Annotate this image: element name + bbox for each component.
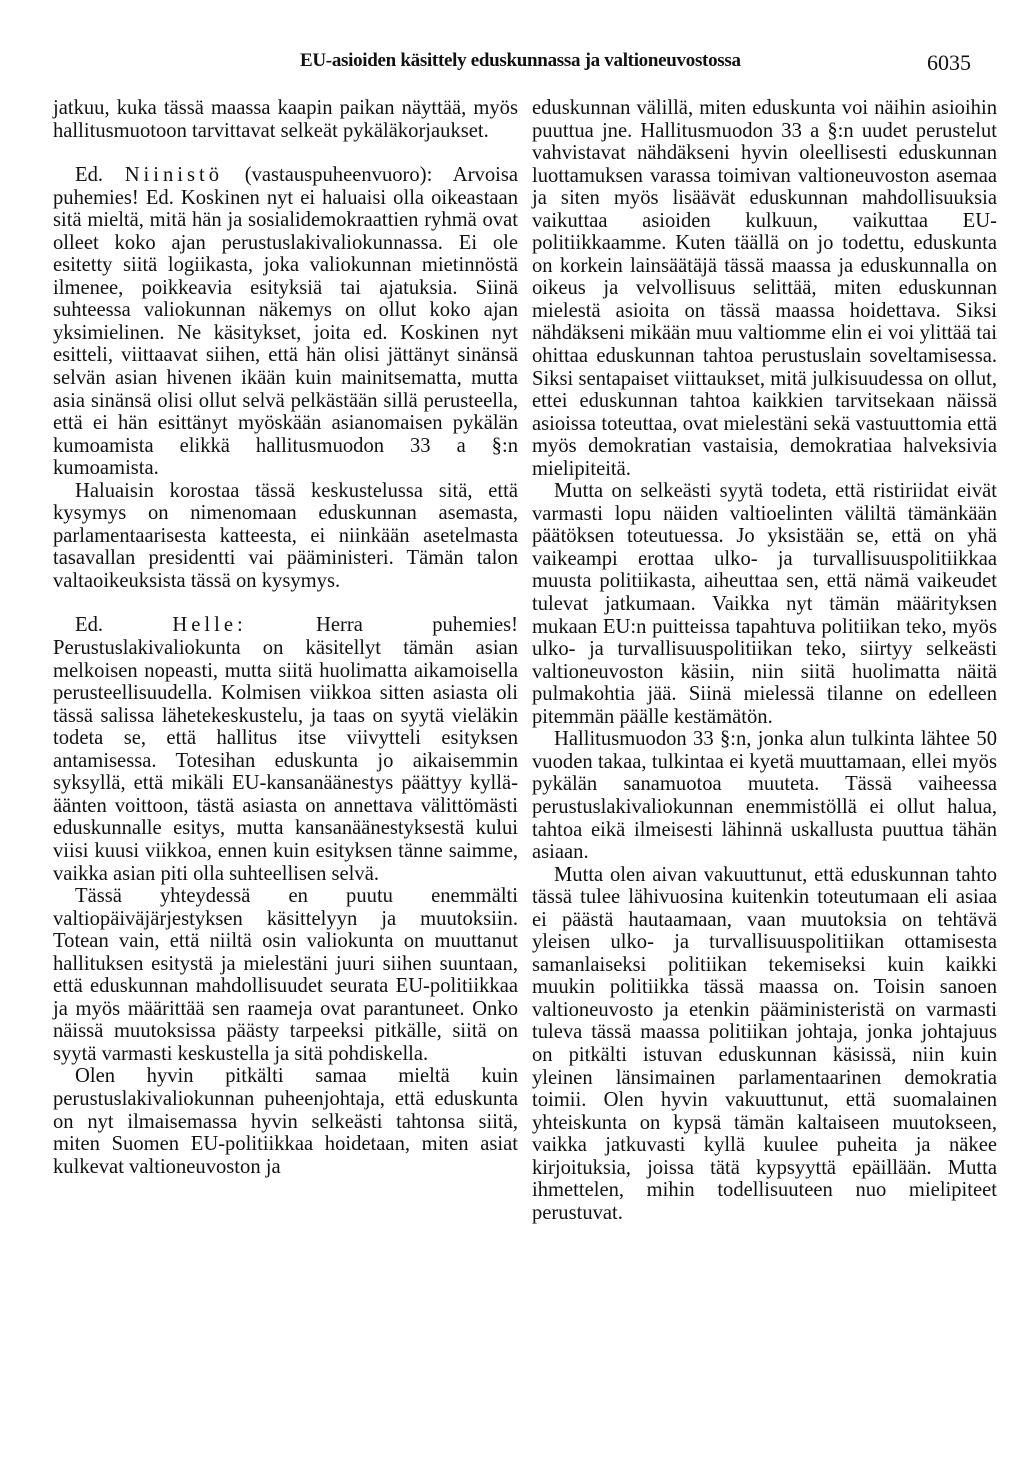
paragraph: eduskunnan välillä, miten eduskunta voi näihin asioihin puuttua jne. Hallitusmuodon 33 a §:n uudet perustelut vahvistavat nähdäkseni hyvin oleellisesti eduskunnan luottamuksen varassa toimivan valtioneuvoston asemaa ja siten myös lisäävät eduskunnan mahdollisuuksia vaikuttaa asioiden kulkuun, vaikuttaa EU-politiikkaamme. Kuten täällä on jo todettu, eduskunta on korkein lainsäätäjä tässä maassa ja eduskunnalla on oikeus ja velvollisuus selittää, miten eduskunnan mielestä asioita on tässä maassa hoidettava. Siksi nähdäkseni mikään muu valtiomme elin ei voi ylittää tai ohittaa eduskunnan tahtoa perustuslain soveltamisessa. Siksi sentapaiset viittaukset, mitä julkisuudessa on ollut, ettei eduskunnan tahtoa kaikkien tarvitsekaan näissä asioissa toteuttaa, ovat mielestäni sekä vastuuttomia että myös demokratian vastaisia, demokratiaa halveksivia mielipiteitä. [532,97,997,480]
speaker-prefix: Ed. [75,164,104,187]
speaker-name: Niinistö [124,164,224,187]
paragraph: Tässä yhteydessä en puutu enemmälti valtiopäiväjärjestyksen käsittelyyn ja muutoksiin. Totean vain, että niiltä osin valiokunta on muuttanut hallituksen esitystä ja mielestäni juuri siihen suuntaan, että eduskunnan mahdollisuudet seurata EU-politiikkaa ja myös määrittää sen raameja ovat parantuneet. Onko näissä muutoksissa päästy tarpeeksi pitkälle, siitä on syytä varmasti keskustella ja sitä pohdiskella. [53,885,518,1065]
speaker-prefix: Ed. [75,614,104,637]
paragraph: Mutta on selkeästi syytä todeta, että ristiriidat eivät varmasti lopu näiden valtioelinten väliltä tämänkään päätöksen toteutuessa. Jo yksistään se, että on yhä vaikeampi erottaa ulko- ja turvallisuuspolitiikkaa muusta politiikasta, aiheuttaa sen, että nämä vaikeudet tulevat jatkumaan. Vaikka nyt tämän määrityksen mukaan EU:n puitteissa tapahtuva politiikan teko, myös ulko- ja turvallisuuspolitiikan teko, siirtyy selkeästi valtioneuvoston käsiin, niin siitä huolimatta näitä pulmakohtia jää. Siinä mielessä tilanne on edelleen pitemmän päälle kestämätön. [532,480,997,728]
left-column [53,97,518,1178]
speech-paragraph [53,614,518,885]
paragraph: jatkuu, kuka tässä maassa kaapin paikan näyttää, myös hallitusmuotoon tarvittavat selkeät pykäläkorjaukset. [53,97,518,142]
speech-text: Herra puhemies! Perustuslakivaliokunta on käsitellyt tämän asian melkoisen nopeasti, mutta siitä huolimatta aikamoisella perusteellisuudella. Kolmisen viikkoa sitten asiasta oli tässä salissa lähetekeskustelu, ja taas on syytä vieläkin todeta se, että hallitus itse viivytteli esityksen antamisessa. Totesihan eduskunta jo aikaisemmin syksyllä, että mikäli EU-kansanäänestys päättyy kyllä-äänten voittoon, tästä asiasta on annettava välittömästi eduskunnalle esitys, mutta kansanäänestyksestä kului viisi kuusi viikkoa, ennen kuin esityksen tänne saimme, vaikka asian piti olla suhteellisen selvä. [53,614,518,885]
paragraph: Mutta olen aivan vakuuttunut, että eduskunnan tahto tässä tulee lähivuosina kuitenkin toteutumaan eli asiaa ei päästä hautaamaan, vaan muutoksia on tehtävä yleisen ulko- ja turvallisuuspolitiikan ottamisesta samanlaiseksi politiikan tekemiseksi kuin kaikki muukin politiikka tässä maassa on. Toisin sanoen valtioneuvosto ja etenkin pääministeristä on varmasti tuleva tässä maassa politiikan johtaja, jonka johtajuus on pitkälti istuvan eduskunnan käsissä, niin kuin yleinen länsimainen parlamentaarinen demokratia toimii. Olen hyvin vakuuttunut, että suomalainen yhteiskunta on kypsä tämän kaltaiseen muutokseen, vaikka jatkuvasti kyllä kuulee puheita ja näkee kirjoituksia, joissa tätä kypsyyttä epäillään. Mutta ihmettelen, mihin todellisuuteen nuo mielipiteet perustuvat. [532,863,997,1224]
paragraph: Olen hyvin pitkälti samaa mieltä kuin perustuslakivaliokunnan puheenjohtaja, että eduskunta on nyt ilmaisemassa hyvin selkeästi tahtonsa siitä, miten Suomen EU-politiikkaa hoidetaan, miten asiat kulkevat valtioneuvoston ja [53,1065,518,1178]
speech-text: (vastauspuheenvuoro): Arvoisa puhemies! Ed. Koskinen nyt ei haluaisi olla oikeastaan sitä mieltä, mitä hän ja sosialidemokraattien ryhmä ovat olleet koko ajan perustuslakivaliokunnassa. Ei ole esitetty siitä logiikasta, joka valiokunnan mietinnöstä ilmenee, poikkeavia esityksiä tai ajatuksia. Siinä suhteessa valiokunnan näkemys on ollut koko ajan yksimielinen. Ne käsitykset, joita ed. Koskinen nyt esitteli, viittaavat siihen, että hän olisi jättänyt sinänsä selvän asian hivenen ikään kuin mainitsematta, mutta asia sinänsä olisi ollut selvä pelkästään sillä perusteella, että ei hän esittänyt myöskään asianomaisen pykälän kumoamista elikkä hallitusmuodon 33 a §:n kumoamista. [53,164,519,480]
paragraph: Hallitusmuodon 33 §:n, jonka alun tulkinta lähtee 50 vuoden takaa, tulkintaa ei kyetä muuttamaan, ellei myös pykälän sanamuotoa muuteta. Tässä vaiheessa perustuslakivaliokunnan enemmistöllä ei ollut halua, tahtoa eikä ilmeisesti lähinnä uskallusta puuttua tähän asiaan. [532,728,997,864]
right-column [532,97,997,1224]
speech-paragraph [53,164,518,480]
running-header: EU-asioiden käsittely eduskunnassa ja valtioneuvostossa [300,50,741,71]
paragraph: Haluaisin korostaa tässä keskustelussa sitä, että kysymys on nimenomaan eduskunnan asemasta, parlamentaarisesta katteesta, ei niinkään asetelmasta tasavallan presidentti vai pääministeri. Tämän talon valtaoikeuksista tässä on kysymys. [53,479,518,592]
speaker-name: Helle: [172,614,247,637]
page-number: 6035 [927,50,971,75]
